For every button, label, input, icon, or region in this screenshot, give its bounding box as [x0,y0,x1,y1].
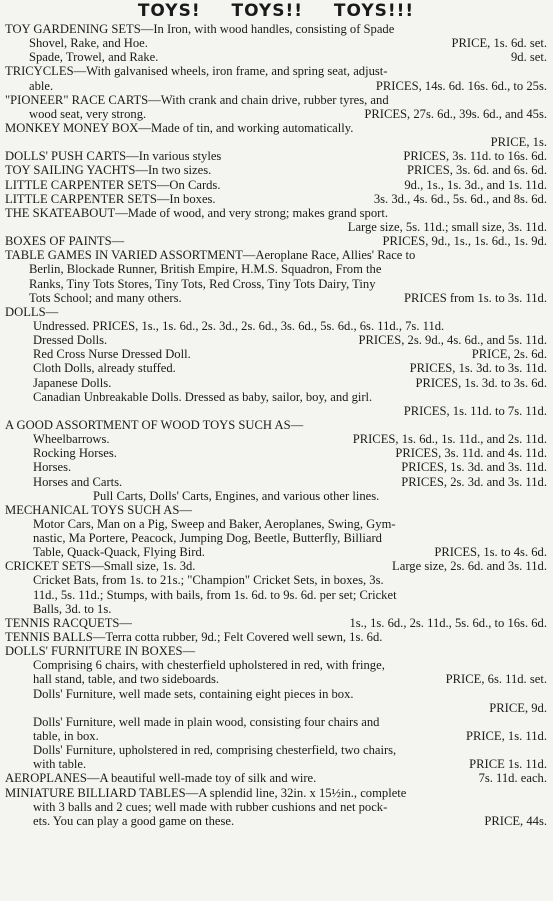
ad-line-price: Large size, 5s. 11d.; small size, 3s. 11d. [347,219,547,234]
ad-line-price: Large size, 2s. 6d. and 3s. 11d. [392,559,547,574]
ad-line-text: Comprising 6 chairs, with chesterfield upholstered in red, with fringe, [33,658,385,673]
ad-line [5,757,547,771]
ad-line-price: PRICES, 1s. 3d. and 3s. 11d. [401,460,547,475]
ad-line [5,36,547,50]
ad-line [5,545,547,559]
ad-line-price: PRICES, 3s. 11d. and 4s. 11d. [395,446,547,461]
ad-line [5,418,547,432]
ad-line [5,588,547,602]
ad-line-price: PRICE, 2s. 6d. [471,347,547,362]
ad-line [5,277,547,291]
ad-line-text: Spade, Trowel, and Rake. [29,50,159,65]
ad-line [5,135,547,149]
ad-line-price: 7s. 11d. each. [478,771,547,786]
ad-line-price: PRICES, 1s. 11d. to 7s. 11d. [403,403,547,418]
ad-line [5,800,547,814]
ad-line [5,658,547,672]
ad-line-text: TRICYCLES—With galvanised wheels, iron frame, and spring seat, adjust- [5,64,388,79]
ad-line [5,531,547,545]
ad-line [5,715,547,729]
ad-line-text: ets. You can play a good game on these. [33,813,235,828]
ad-line [5,319,547,333]
ad-line-text: Wheelbarrows. [33,432,110,447]
ad-line [5,602,547,616]
ad-line-text: Pull Carts, Dolls' Carts, Engines, and various other lines. [93,488,380,503]
ad-line-text: table, in box. [33,729,99,744]
ad-line-text: BOXES OF PAINTS— [5,234,125,249]
ad-line [5,361,547,375]
ad-line-text: Table, Quack-Quack, Flying Bird. [33,545,205,560]
ad-line-text: Horses and Carts. [33,474,123,489]
ad-line-text: Rocking Horses. [33,446,117,461]
ad-line-price: 1s., 1s. 6d., 2s. 11d., 5s. 6d., to 16s. 6d. [349,615,547,630]
ad-line [5,291,547,305]
ad-line-price: PRICES, 27s. 6d., 39s. 6d., and 45s. [364,106,547,121]
ad-line-price: PRICE 1s. 11d. [469,757,547,772]
ad-line-price: 9d. set. [510,50,547,65]
ad-line [5,163,547,177]
ad-line-text: MONKEY MONEY BOX—Made of tin, and working automatically. [5,120,354,135]
ad-line-text: TOY SAILING YACHTS—In two sizes. [5,163,212,178]
ad-line [5,701,547,715]
ad-line-text: DOLLS' FURNITURE IN BOXES— [5,644,196,659]
ad-line [5,446,547,460]
ad-line-text: Cloth Dolls, already stuffed. [33,361,176,376]
ad-line-text: Berlin, Blockade Runner, British Empire, H.M.S. Squadron, From the [29,262,382,277]
ad-line-price: PRICES, 1s. 3d. to 3s. 11d. [409,361,547,376]
ad-line-price: PRICES, 1s. to 4s. 6d. [434,545,547,560]
ad-line-text: Tots School; and many others. [29,290,182,305]
ad-line-text: able. [29,78,54,93]
ad-line-text: Undressed. PRICES, 1s., 1s. 6d., 2s. 3d., 2s. 6d., 3s. 6d., 5s. 6d., 6s. 11d., 7s. 11d. [33,318,445,333]
ad-line-text: with table. [33,757,87,772]
ad-line-text: wood seat, very strong. [29,106,147,121]
ad-line-text: AEROPLANES—A beautiful well-made toy of silk and wire. [5,771,317,786]
ad-line-text: Shovel, Rake, and Hoe. [29,36,148,51]
ad-line [5,248,547,262]
ad-line [5,743,547,757]
ad-line-text: nastic, Ma Portere, Peacock, Jumping Dog, Beetle, Butterfly, Billiard [33,531,382,546]
ad-line-text: "PIONEER" RACE CARTS—With crank and chain drive, rubber tyres, and [5,92,389,107]
ad-line-text: Japanese Dolls. [33,375,112,390]
ad-line [5,630,547,644]
ad-line [5,432,547,446]
ad-line-text: Dolls' Furniture, upholstered in red, comprising chesterfield, two chairs, [33,743,397,758]
ad-line [5,503,547,517]
ad-line [5,390,547,404]
ad-line-text: TENNIS RACQUETS— [5,615,132,630]
ad-line [5,22,547,36]
ad-line [5,376,547,390]
ad-line [5,771,547,785]
ad-line-text: Canadian Unbreakable Dolls. Dressed as baby, sailor, boy, and girl. [33,389,373,404]
ad-line [5,687,547,701]
ad-line-price: 3s. 3d., 4s. 6d., 5s. 6d., and 8s. 6d. [373,191,547,206]
ad-line [5,814,547,828]
ad-line [5,347,547,361]
ad-line [5,460,547,474]
ad-line [5,107,547,121]
ad-line [5,517,547,531]
ad-line [5,262,547,276]
ad-line-text: A GOOD ASSORTMENT OF WOOD TOYS SUCH AS— [5,417,304,432]
ad-line-text: MINIATURE BILLIARD TABLES—A splendid line, 32in. x 15½in., complete [5,785,407,800]
ad-line [5,234,547,248]
ad-line-price: PRICES, 3s. 11d. to 16s. 6d. [403,149,547,164]
ad-line-text: TABLE GAMES IN VARIED ASSORTMENT—Aeroplane Race, Allies' Race to [5,248,416,263]
ad-line-text: DOLLS— [5,304,59,319]
ad-line-price: PRICE, 44s. [484,813,547,828]
ad-line-text: THE SKATEABOUT—Made of wood, and very strong; makes grand sport. [5,205,388,220]
ad-line-text: DOLLS' PUSH CARTS—In various styles [5,149,222,164]
ad-line [5,305,547,319]
ad-line [5,573,547,587]
ad-line-price: PRICES, 14s. 6d. 16s. 6d., to 25s. [375,78,547,93]
ad-line-text: Cricket Bats, from 1s. to 21s.; "Champion" Cricket Sets, in boxes, 3s. [33,573,384,588]
ad-line-price: PRICES from 1s. to 3s. 11d. [404,290,547,305]
ad-line [5,489,547,503]
ad-line [5,93,547,107]
ad-line [5,404,547,418]
ad-line [5,79,547,93]
ad-line-text: Dressed Dolls. [33,333,108,348]
ad-line-price: PRICE, 6s. 11d. set. [445,672,547,687]
ad-line [5,64,547,78]
ad-line-text: Dolls' Furniture, well made in plain wood, consisting four chairs and [33,714,380,729]
ad-line-text: LITTLE CARPENTER SETS—In boxes. [5,191,216,206]
ad-line-price: PRICES, 2s. 9d., 4s. 6d., and 5s. 11d. [358,333,547,348]
ad-body [5,22,547,828]
ad-line-text: Balls, 3d. to 1s. [33,601,112,616]
ad-line [5,559,547,573]
ad-line-price: PRICES, 2s. 3d. and 3s. 11d. [401,474,547,489]
ad-line [5,178,547,192]
ad-line-text: LITTLE CARPENTER SETS—On Cards. [5,177,221,192]
ad-line-text: 11d., 5s. 11d.; Stumps, with bails, from 1s. 6d. to 9s. 6d. per set; Cricket [33,587,397,602]
ad-line-text: with 3 balls and 2 cues; well made with rubber cushions and net pock- [33,799,388,814]
ad-line [5,616,547,630]
ad-line-text: TENNIS BALLS—Terra cotta rubber, 9d.; Felt Covered well sewn, 1s. 6d. [5,630,383,645]
ad-line [5,475,547,489]
ad-line-text: Red Cross Nurse Dressed Doll. [33,347,191,362]
ad-line-price: PRICES, 1s. 6d., 1s. 11d., and 2s. 11d. [352,432,547,447]
ad-line [5,644,547,658]
ad-line [5,672,547,686]
ad-line [5,50,547,64]
ad-line-price: PRICE, 1s. 6d. set. [451,36,547,51]
ad-line-price: 9d., 1s., 1s. 3d., and 1s. 11d. [404,177,547,192]
ad-line-price: PRICE, 1s. 11d. [465,729,547,744]
ad-heading: TOYS! TOYS!! TOYS!!! [137,1,415,21]
ad-line-price: PRICE, 1s. [490,135,547,150]
ad-line [5,333,547,347]
ad-line-price: PRICES, 3s. 6d. and 6s. 6d. [407,163,547,178]
ad-line-price: PRICES, 9d., 1s., 1s. 6d., 1s. 9d. [382,234,547,249]
ad-line [5,149,547,163]
ad-line [5,786,547,800]
ad-line-text: Ranks, Tiny Tots Stores, Tiny Tots, Red Cross, Tiny Tots Dairy, Tiny [29,276,376,291]
ad-line [5,220,547,234]
ad-line-text: CRICKET SETS—Small size, 1s. 3d. [5,559,196,574]
ad-line-text: Motor Cars, Man on a Pig, Sweep and Baker, Aeroplanes, Swing, Gym- [33,516,396,531]
ad-line [5,206,547,220]
ad-line [5,729,547,743]
ad-line-text: Horses. [33,460,72,475]
ad-line-text: Dolls' Furniture, well made sets, containing eight pieces in box. [33,686,354,701]
ad-line-text: TOY GARDENING SETS—In Iron, with wood handles, consisting of Spade [5,22,395,36]
ad-line [5,121,547,135]
ad-line-text: MECHANICAL TOYS SUCH AS— [5,502,192,517]
ad-line-price: PRICES, 1s. 3d. to 3s. 6d. [415,375,547,390]
ad-line-price: PRICE, 9d. [489,700,547,715]
ad-line-text: hall stand, table, and two sideboards. [33,672,220,687]
ad-line [5,192,547,206]
